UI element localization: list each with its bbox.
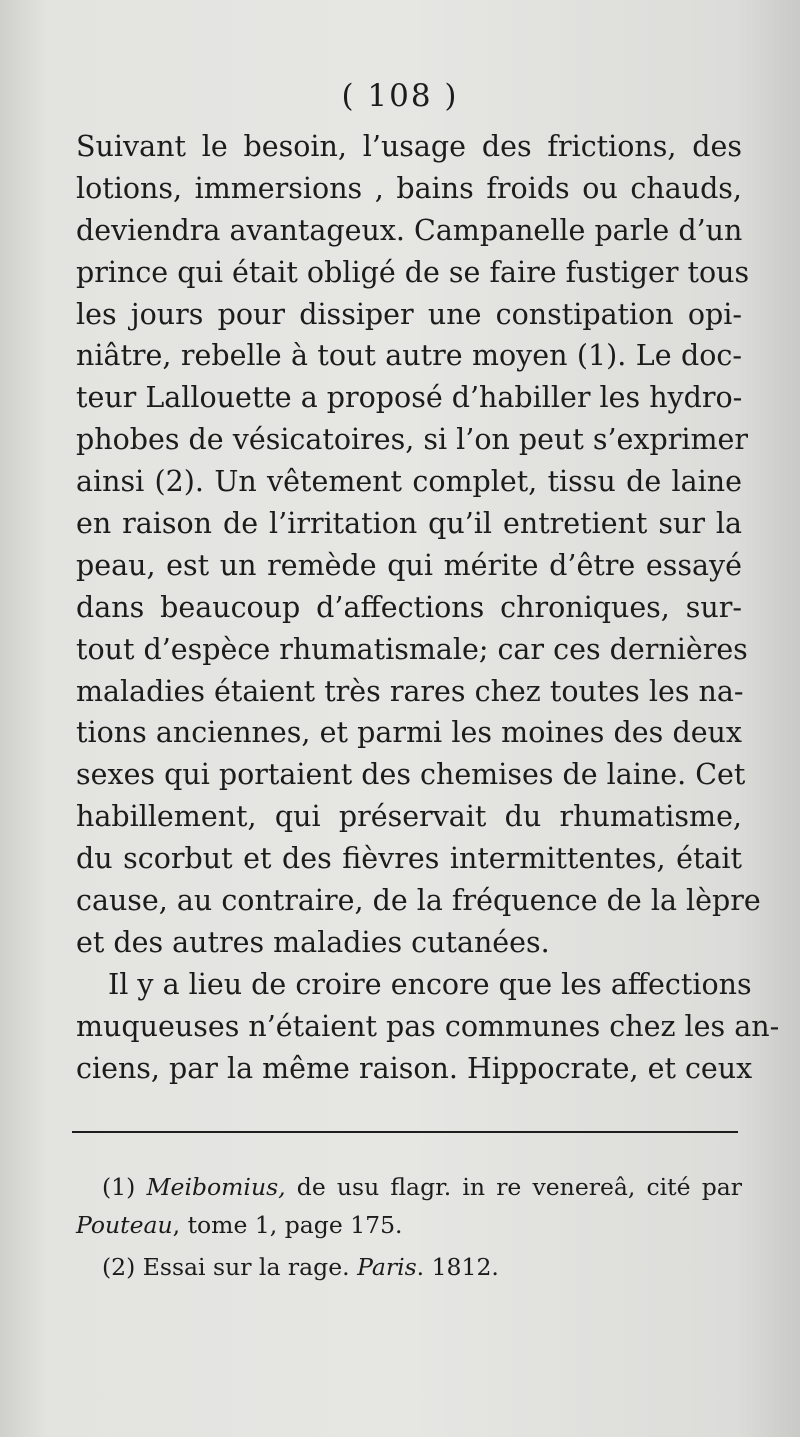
footnote-1-continued bbox=[76, 1206, 742, 1244]
footnote-1-place: Pouteau bbox=[76, 1211, 173, 1239]
footnote-1-text-end: , tome 1, page 175. bbox=[172, 1211, 403, 1239]
text-line: maladies étaient très rares chez toutes les na- bbox=[76, 674, 744, 708]
text-line: et des autres maladies cutanées. bbox=[76, 925, 550, 959]
text-line: muqueuses n’étaient pas communes chez les an- bbox=[76, 1009, 780, 1043]
text-line: en raison de l’irritation qu’il entretient sur la bbox=[76, 507, 742, 541]
text-line: habillement, qui préservait du rhumatisme, bbox=[76, 800, 742, 834]
text-line: prince qui était obligé de se faire fustiger tous bbox=[76, 255, 750, 289]
text-line: cause, au contraire, de la fréquence de la lèpre bbox=[76, 884, 761, 918]
footnote-2-place: Paris bbox=[357, 1253, 417, 1281]
footnote-2-text-end: . 1812. bbox=[416, 1253, 499, 1281]
footnotes bbox=[76, 1168, 742, 1286]
text-line: dans beaucoup d’affections chroniques, sur- bbox=[76, 590, 742, 624]
footnote-1 bbox=[76, 1168, 742, 1206]
text-line: ciens, par la même raison. Hippocrate, et ceux bbox=[76, 1051, 753, 1085]
footnote-2-text: Essai sur la rage. bbox=[135, 1253, 358, 1281]
text-line: deviendra avantageux. Campanelle parle d’un bbox=[76, 213, 743, 247]
text-line: du scorbut et des fièvres intermittentes, était bbox=[76, 842, 742, 876]
footnote-divider bbox=[72, 1131, 738, 1133]
text-line: sexes qui portaient des chemises de laine. Cet bbox=[76, 758, 746, 792]
footnote-1-marker: (1) bbox=[102, 1173, 136, 1201]
body-text bbox=[76, 126, 780, 1089]
text-line: peau, est un remède qui mérite d’être essayé bbox=[76, 548, 742, 582]
text-line: tions anciennes, et parmi les moines des deux bbox=[76, 716, 742, 750]
text-line: ainsi (2). Un vêtement complet, tissu de laine bbox=[76, 465, 742, 499]
text-line: lotions, immersions , bains froids ou chauds, bbox=[76, 171, 742, 205]
text-line: phobes de vésicatoires, si l’on peut s’exprimer bbox=[76, 423, 748, 457]
text-line: teur Lallouette a proposé d’habiller les hydro- bbox=[76, 381, 743, 415]
footnote-2 bbox=[76, 1248, 742, 1286]
footnote-2-marker: (2) bbox=[102, 1253, 136, 1281]
footnote-1-author: Meibomius, bbox=[146, 1173, 286, 1201]
text-line: Suivant le besoin, l’usage des frictions, des bbox=[76, 130, 742, 163]
text-line: les jours pour dissiper une constipation opi- bbox=[76, 297, 742, 331]
text-line: niâtre, rebelle à tout autre moyen (1). Le doc- bbox=[76, 339, 742, 373]
page-number: ( 108 ) bbox=[341, 78, 459, 114]
text-line: tout d’espèce rhumatismale; car ces dernières bbox=[76, 632, 748, 666]
footnote-1-text: de usu flagr. in re venereâ, cité par bbox=[285, 1173, 742, 1201]
text-line: Il y a lieu de croire encore que les affections bbox=[108, 967, 752, 1001]
